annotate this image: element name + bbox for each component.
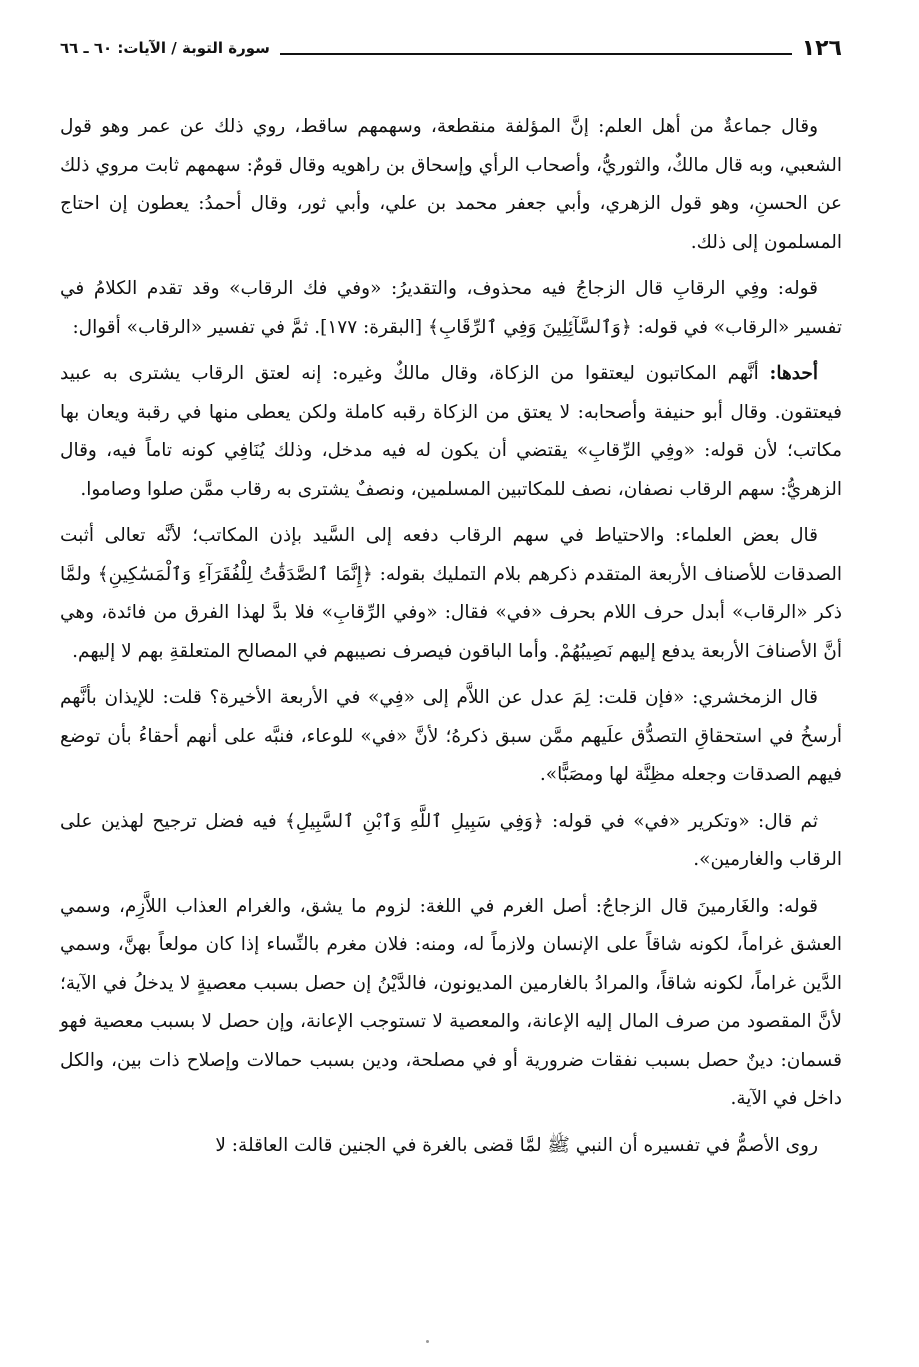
page-header [60, 30, 842, 66]
paragraph-text: قال بعض العلماء: والاحتياط في سهم الرقاب دفعه إلى السَّيد بإذن المكاتب؛ لأنَّه تعالى أثبت الصدقات للأصناف الأربعة المتقدم ذكرهم بلام التمليك بقوله: ﴿إِنَّمَا ٱلصَّدَقَٰتُ لِلْفُقَرَآءِ وَٱلْمَسَٰكِينِ﴾ ولمَّا ذكر «الرقاب» أبدل حرف اللام بحرف «في» فقال: «وفي الرِّقابِ» فلا بدَّ لهذا الفرق من فائدة، وهي أنَّ الأصنافَ الأربعة يدفع إليهم نَصِيبُهُمْ. وأما الباقون فيصرف نصيبهم في المصالح المتعلقةِ بهم لا إليهم. [60, 525, 842, 662]
paragraph [60, 355, 842, 509]
paragraph [60, 517, 842, 671]
paragraph [60, 270, 842, 347]
paragraph [60, 803, 842, 880]
paragraph [60, 1127, 842, 1166]
paragraph-text: أنَّهم المكاتبون ليعتقوا من الزكاة، وقال مالكٌ وغيره: إنه لعتق الرقاب يشترى به عبيد فيعتقون. وقال أبو حنيفة وأصحابه: لا يعتق من الزكاة رقبه كاملة ولكن يعطى منها في رقبة ويعان بها مكاتب؛ لأن قوله: «وفِي الرِّقابِ» يقتضي أن يكون له فيه مدخل، وذلك يُنَافِي كونه تاماً فيه، وقال الزهريُّ: سهم الرقاب نصفان، نصف للمكاتبين المسلمين، ونصفٌ يشترى به رقاب ممَّن صلوا وصاموا. [60, 363, 842, 500]
paragraph-lead: أحدها: [769, 363, 818, 384]
paragraph-text: قوله: وفِي الرقابِ قال الزجاجُ فيه محذوف، والتقديرُ: «وفي فك الرقاب» وقد تقدم الكلامُ في تفسير «الرقاب» في قوله: ﴿وَٱلسَّآئِلِينَ وَفِي ٱلرِّقَابِ﴾ [البقرة: ١٧٧]. ثمَّ في تفسير «الرقاب» أقوال: [60, 278, 842, 338]
paragraph-text: قال الزمخشري: «فإن قلت: لِمَ عدل عن اللاَّم إلى «فِي» في الأربعة الأخيرة؟ قلت: للإيذان بأنَّهم أرسخُ في استحقاقِ التصدُّق علَيهم ممَّن سبق ذكرهُ؛ لأنَّ «في» للوعاء، فنبَّه على أنهم أحقاءُ بأن توضع فيهم الصدقات وجعله مظِنَّة لها ومصَبًّا». [60, 687, 842, 785]
paragraph-text: قوله: والغَارمينَ قال الزجاجُ: أصل الغرم في اللغة: لزوم ما يشق، والغرام العذاب اللاَّزِم، وسمي العشق غراماً، لكونه شاقاً على الإنسان ولازماً له، ومنه: فلان مغرم بالنِّساء إذا كان مولعاً بهنَّ، وسمي الدَّين غراماً، لكونه شاقاً، والمرادُ بالغارمين المديونون، فالدَّيْنُ إن حصل بسبب معصيةٍ لا يدخلُ في الآية؛ لأنَّ المقصود من صرف المال إليه الإعانة، والمعصية لا تستوجب الإعانة، وإن حصل لا بسبب معصية فهو قسمان: دينٌ حصل بسبب نفقات ضرورية أو في مصلحة، ودين بسبب حمالات وإصلاح ذات بين، والكل داخل في الآية. [60, 895, 842, 1109]
page-body [60, 108, 842, 1165]
paragraph [60, 108, 842, 262]
paragraph-text: وقال جماعةٌ من أهل العلم: إنَّ المؤلفة منقطعة، وسهمهم ساقط، روي ذلك عن عمر وهو قول الشعبي، وبه قال مالكٌ، والثوريُّ، وأصحاب الرأي وإسحاق بن راهويه وقال قومٌ: سهمهم ثابت مروي ذلك عن الحسنِ، وهو قول الزهري، وأبي جعفر محمد بن علي، وأبي ثور، وقال أحمدُ: يعطون إن احتاج المسلمون إلى ذلك. [60, 116, 842, 253]
paragraph-text: ثم قال: «وتكرير «في» في قوله: ﴿وَفِي سَبِيلِ ٱللَّهِ وَٱبْنِ ٱلسَّبِيلِ﴾ فيه فضل ترجيح لهذين على الرقاب والغارمين». [60, 810, 842, 870]
paragraph [60, 888, 842, 1119]
running-title: سورة التوبة / الآيات: ٦٠ ـ ٦٦ [60, 39, 270, 57]
paragraph [60, 679, 842, 795]
book-page [60, 30, 842, 1169]
page-number: ١٢٦ [801, 35, 842, 61]
page-mark [426, 1340, 429, 1343]
paragraph-text: روى الأصمُّ في تفسيره أن النبي ﷺ لمَّا قضى بالغرة في الجنين قالت العاقلة: لا [215, 1134, 818, 1156]
header-rule [280, 53, 792, 55]
